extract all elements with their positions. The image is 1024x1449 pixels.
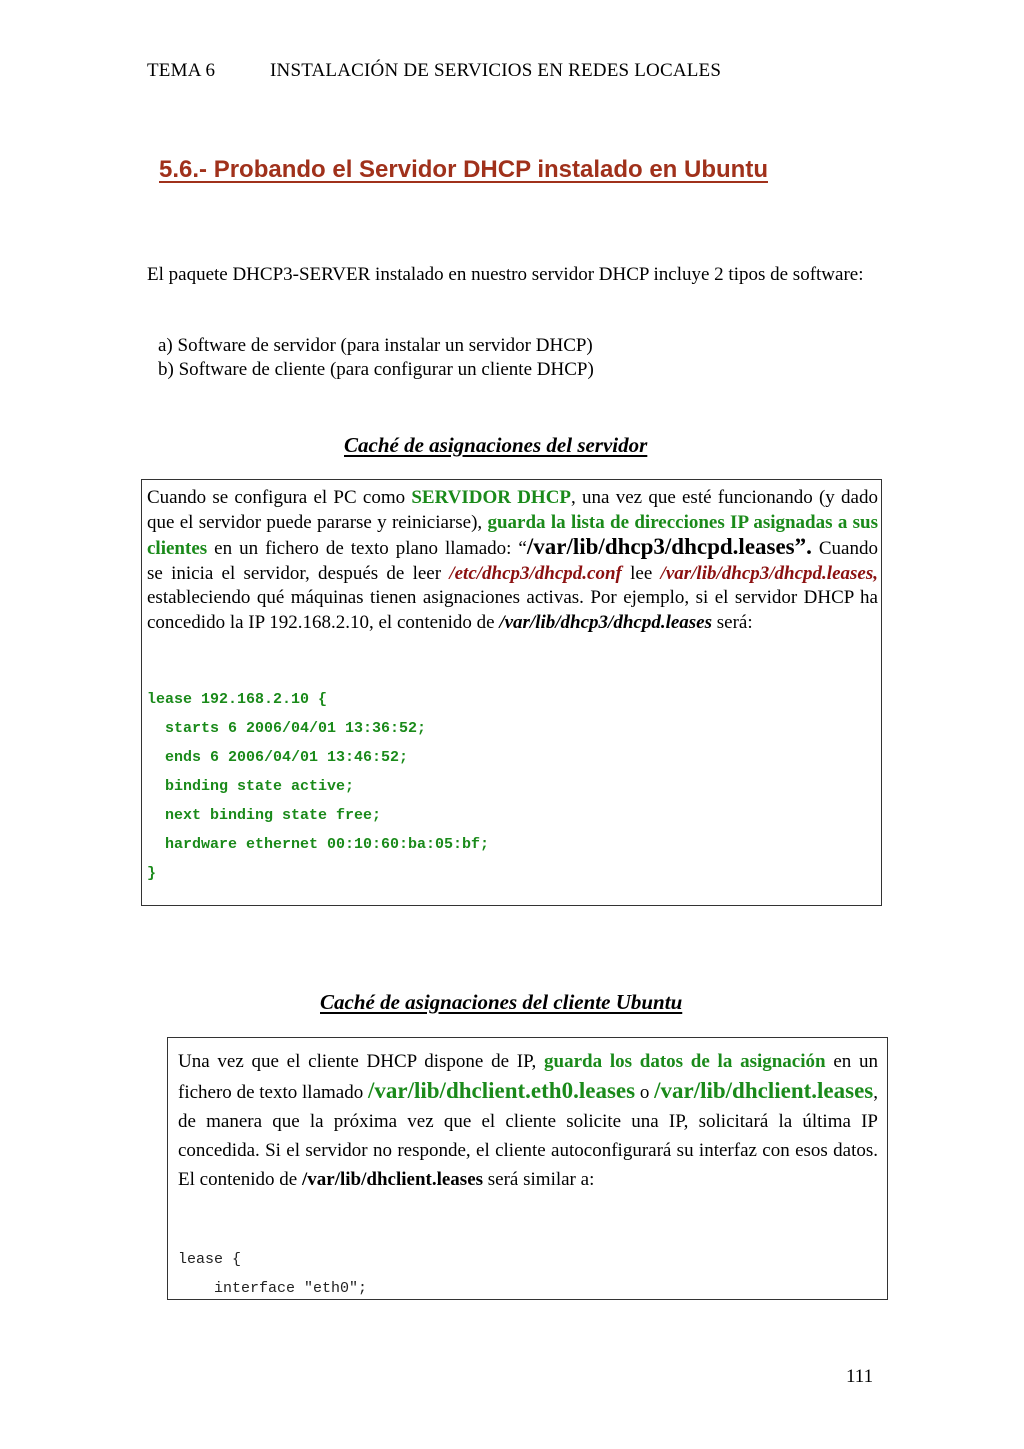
text-run: , de manera que la próxima vez que el cliente solicite una IP, solicitará la última IP concedida. Si el servidor no responde, el cliente autoconfigurará su interfaz con esos datos. El contenido de bbox=[178, 1082, 878, 1190]
intro-paragraph: El paquete DHCP3-SERVER instalado en nuestro servidor DHCP incluye 2 tipos de software: bbox=[147, 264, 864, 285]
leases-path: /var/lib/dhcp3/dhcpd.leases bbox=[499, 611, 712, 633]
page-number: 111 bbox=[846, 1366, 874, 1387]
list-item: a) Software de servidor (para instalar un servidor DHCP) bbox=[158, 335, 593, 356]
text-run: en un fichero de texto llamado bbox=[178, 1051, 879, 1103]
client-cache-heading: Caché de asignaciones del cliente Ubuntu bbox=[320, 990, 683, 1014]
code-line: starts 6 2006/04/01 13:36:52; bbox=[147, 720, 427, 737]
conf-path: /etc/dhcp3/dhcpd.conf bbox=[449, 562, 622, 584]
header-title: INSTALACIÓN DE SERVICIOS EN REDES LOCALES bbox=[270, 60, 722, 81]
servidor-dhcp-label: SERVIDOR DHCP bbox=[411, 487, 572, 508]
dhclient-leases-path: /var/lib/dhclient.leases bbox=[302, 1169, 484, 1190]
text-run: Una vez que el cliente DHCP dispone de IP, bbox=[178, 1051, 545, 1072]
code-line: binding state active; bbox=[147, 778, 355, 795]
code-line: lease 192.168.2.10 { bbox=[147, 691, 328, 708]
client-cache-box bbox=[167, 1037, 888, 1300]
code-line: interface "eth0"; bbox=[178, 1280, 368, 1297]
page-header bbox=[147, 60, 721, 82]
highlight-text: guarda los datos de la asignación bbox=[544, 1051, 826, 1072]
server-cache-text bbox=[147, 486, 878, 635]
text-run: , una vez que esté funcionando (y dado que el servidor puede pararse y reiniciarse), bbox=[147, 487, 878, 533]
client-cache-text bbox=[178, 1047, 878, 1194]
server-cache-box bbox=[141, 479, 882, 906]
highlight-text: guarda la lista de direcciones IP asignadas a sus clientes bbox=[147, 511, 878, 559]
text-run: será: bbox=[712, 611, 753, 633]
code-line: next binding state free; bbox=[147, 807, 382, 824]
text-run: Cuando se configura el PC como bbox=[147, 487, 412, 508]
dhclient-leases-path: /var/lib/dhclient.leases bbox=[654, 1078, 874, 1103]
header-tema: TEMA 6 bbox=[147, 60, 216, 81]
code-line: hardware ethernet 00:10:60:ba:05:bf; bbox=[147, 836, 490, 853]
list-item: b) Software de cliente (para configurar un cliente DHCP) bbox=[158, 359, 594, 380]
leases-path: /var/lib/dhcp3/dhcpd.leases, bbox=[660, 562, 878, 584]
code-line: } bbox=[147, 865, 157, 882]
server-cache-heading: Caché de asignaciones del servidor bbox=[344, 433, 648, 457]
eth0-leases-path: /var/lib/dhclient.eth0.leases bbox=[368, 1078, 636, 1103]
leases-path: /var/lib/dhcp3/dhcpd.leases”. bbox=[526, 534, 812, 559]
text-run: será similar a: bbox=[483, 1169, 595, 1190]
code-line: ends 6 2006/04/01 13:46:52; bbox=[147, 749, 409, 766]
section-title: 5.6.- Probando el Servidor DHCP instalado en Ubuntu bbox=[159, 156, 768, 183]
text-run: estableciendo qué máquinas tienen asignaciones activas. Por ejemplo, si el servidor DHCP ha concedido la IP 192.168.2.10, el contenido de bbox=[147, 587, 878, 633]
software-list bbox=[158, 334, 594, 382]
text-run: en un fichero de texto plano llamado: “ bbox=[207, 538, 527, 559]
text-run: lee bbox=[621, 562, 661, 584]
text-run: o bbox=[635, 1082, 655, 1103]
code-line: lease { bbox=[178, 1251, 242, 1268]
text-run: Cuando se inicia el servidor, después de leer bbox=[147, 538, 878, 584]
